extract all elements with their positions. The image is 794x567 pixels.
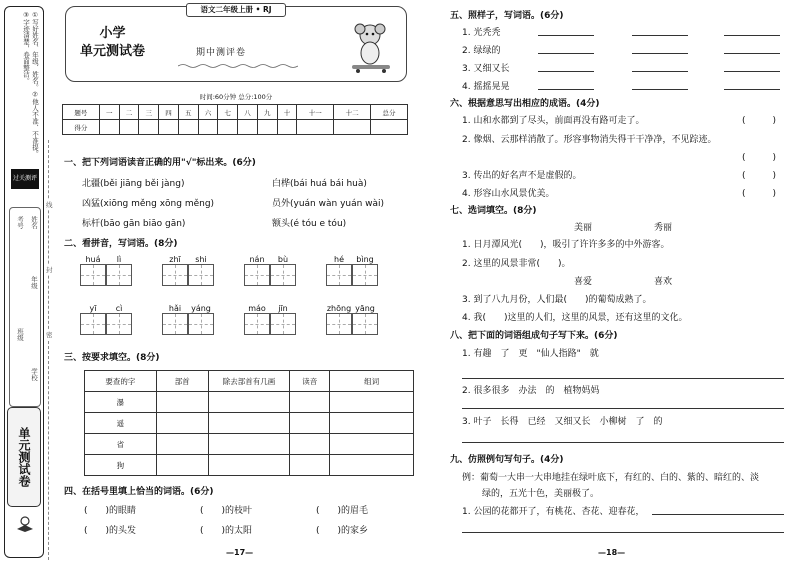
pinyin-syllable: bù — [277, 255, 289, 264]
s9-answer-line[interactable] — [462, 532, 784, 533]
score-header-cell: 四 — [159, 105, 179, 120]
s4-blank[interactable]: ( )的枝叶 — [200, 506, 253, 516]
pinyin-syllable: cì — [115, 304, 123, 313]
s6-item: 1. 山和水都到了尽头，前面再没有路可走了。 — [462, 116, 645, 126]
writing-grid-cell[interactable] — [106, 313, 132, 335]
score-cell[interactable] — [371, 120, 408, 135]
s4-blank[interactable]: ( )的眼睛 — [84, 506, 137, 516]
s6-answer[interactable]: ( ) — [742, 171, 777, 181]
answer-cell[interactable] — [290, 392, 330, 413]
answer-cell[interactable] — [290, 455, 330, 476]
pinyin-syllable: shi — [195, 255, 207, 264]
score-header-cell: 七 — [218, 105, 238, 120]
writing-grid-cell[interactable] — [162, 264, 188, 286]
section9-title: 九、仿照例句写句子。(4分) — [450, 455, 564, 465]
s1-item: 标杆(bāo gān biāo gān) — [82, 219, 186, 229]
time-info: 时间:60分钟 总分:100分 — [199, 93, 273, 101]
writing-grid-cell[interactable] — [80, 313, 106, 335]
pinyin-group — [326, 255, 378, 286]
writing-grid-cell[interactable] — [270, 313, 296, 335]
pinyin-syllable: yāng — [355, 304, 375, 313]
writing-grid-cell[interactable] — [326, 313, 352, 335]
writing-grid-cell[interactable] — [244, 264, 270, 286]
pinyin-syllable: huá — [85, 255, 101, 264]
s6-answer[interactable]: ( ) — [742, 189, 777, 199]
title-line2: 单元测试卷 — [80, 44, 146, 59]
pass-tag: 过关测评 — [11, 169, 39, 189]
s8-item: 3. 叶子 长得 已经 又细又长 小柳树 了 的 — [462, 417, 663, 427]
answer-cell[interactable] — [330, 455, 414, 476]
s9-example: 例：葡萄一大串一大串地挂在绿叶底下，有红的、白的、紫的、暗红的、淡 — [462, 473, 760, 483]
score-header-cell: 五 — [178, 105, 198, 120]
s5-answer-line[interactable] — [632, 71, 688, 72]
score-cell[interactable] — [198, 120, 218, 135]
answer-cell[interactable] — [208, 392, 290, 413]
s5-answer-line[interactable] — [632, 89, 688, 90]
book-logo-icon — [15, 515, 35, 533]
s5-answer-line[interactable] — [724, 53, 780, 54]
score-header-cell: 一 — [99, 105, 119, 120]
s7-item: 2. 这里的风景非常( )。 — [462, 259, 571, 269]
s4-blank[interactable]: ( )的太阳 — [200, 526, 253, 536]
pinyin-group — [80, 304, 132, 335]
writing-grid-cell[interactable] — [352, 264, 378, 286]
answer-cell[interactable] — [330, 413, 414, 434]
pinyin-syllable: yī — [89, 304, 97, 313]
writing-grid-cell[interactable] — [352, 313, 378, 335]
table-header: 部首 — [156, 371, 208, 392]
lookup-char: 狗 — [85, 455, 157, 476]
s5-answer-line[interactable] — [538, 71, 594, 72]
s8-answer-line[interactable] — [462, 378, 784, 379]
score-header-cell: 八 — [238, 105, 258, 120]
pinyin-syllable: hǎi — [168, 304, 182, 313]
score-cell[interactable] — [277, 120, 297, 135]
s1-item: 凶猛(xiōng měng xōng měng) — [82, 199, 215, 209]
score-header-cell: 十二 — [334, 105, 371, 120]
s1-item: 员外(yuán wàn yuán wài) — [272, 199, 385, 209]
instructions: ①写好姓名、年级、姓名。②他人不准、不准提。③字迹清楚，卷面整洁。 — [22, 11, 39, 157]
s8-item: 1. 有趣 了 更 "仙人指路" 就 — [462, 349, 599, 359]
pinyin-syllable: bìng — [356, 255, 374, 264]
s6-item: 4. 形容山水风景优美。 — [462, 189, 555, 199]
s5-item: 2. 绿绿的 — [462, 46, 501, 56]
score-header-cell: 六 — [198, 105, 218, 120]
s5-item: 3. 又细又长 — [462, 64, 510, 74]
writing-grid-cell[interactable] — [326, 264, 352, 286]
table-header: 要查的字 — [85, 371, 157, 392]
pinyin-group — [80, 255, 132, 286]
s5-answer-line[interactable] — [538, 53, 594, 54]
s9-example: 绿的，五光十色，美丽极了。 — [482, 489, 600, 499]
s5-item: 1. 光秃秃 — [462, 28, 501, 38]
pinyin-syllable: nán — [249, 255, 265, 264]
s8-answer-line[interactable] — [462, 442, 784, 443]
answer-cell[interactable] — [208, 434, 290, 455]
s5-answer-line[interactable] — [632, 53, 688, 54]
lookup-char: 瀑 — [85, 392, 157, 413]
s5-answer-line[interactable] — [724, 71, 780, 72]
score-header-cell: 九 — [257, 105, 277, 120]
koala-mascot-icon — [348, 21, 396, 73]
score-header-cell: 总分 — [371, 105, 408, 120]
header-title — [80, 25, 145, 61]
answer-cell[interactable] — [290, 434, 330, 455]
score-header-cell: 二 — [119, 105, 139, 120]
seal-char-line: 线 — [46, 201, 53, 209]
table-header: 除去部首有几画 — [208, 371, 290, 392]
table-row — [85, 392, 414, 413]
s4-blank[interactable]: ( )的眉毛 — [316, 506, 369, 516]
lookup-char: 遥 — [85, 413, 157, 434]
name-label: 姓名 — [30, 216, 38, 229]
s6-answer[interactable]: ( ) — [742, 116, 777, 126]
section2-title: 二、看拼音，写词语。(8分) — [64, 239, 178, 249]
section4-title: 四、在括号里填上恰当的词语。(6分) — [64, 487, 214, 497]
lookup-char: 省 — [85, 434, 157, 455]
answer-cell[interactable] — [208, 413, 290, 434]
wave-decoration-icon — [178, 63, 298, 69]
answer-cell[interactable] — [330, 392, 414, 413]
s6-item: 2. 像烟、云那样消散了。形容事物消失得干干净净，不见踪迹。 — [462, 135, 717, 145]
pinyin-syllable: yáng — [191, 304, 211, 313]
radical-table — [84, 370, 414, 476]
table-header: 组词 — [330, 371, 414, 392]
answer-cell[interactable] — [330, 434, 414, 455]
score-cell[interactable] — [119, 120, 139, 135]
grade-tag: 语文二年级上册 • RJ — [186, 3, 286, 17]
pinyin-syllable: hé — [334, 255, 344, 264]
section6-title: 六、根据意思写出相应的成语。(4分) — [450, 99, 600, 109]
pinyin-syllable: lì — [116, 255, 122, 264]
s5-answer-line[interactable] — [724, 35, 780, 36]
section7-title: 七、选词填空。(8分) — [450, 206, 537, 216]
section1-title: 一、把下列词语读音正确的用"√"标出来。(6分) — [64, 158, 256, 168]
answer-cell[interactable] — [156, 455, 208, 476]
score-header-label: 题号 — [63, 105, 100, 120]
unit-test-title: 单元测试卷 — [7, 407, 41, 507]
s4-blank[interactable]: ( )的家乡 — [316, 526, 369, 536]
page-number-left: —17— — [226, 548, 254, 557]
score-cell[interactable] — [297, 120, 334, 135]
pinyin-group — [244, 255, 296, 286]
table-row — [85, 413, 414, 434]
s1-item: 额头(é tóu e tóu) — [272, 219, 347, 229]
score-cell[interactable] — [257, 120, 277, 135]
seal-char-secret: 密 — [46, 331, 53, 339]
score-cell[interactable] — [159, 120, 179, 135]
score-table — [62, 104, 408, 135]
binding-strip — [4, 6, 44, 558]
score-cell[interactable] — [139, 120, 159, 135]
pinyin-syllable: zhī — [169, 255, 181, 264]
s7-word: 喜爱 — [574, 277, 593, 287]
s8-answer-line[interactable] — [462, 408, 784, 409]
answer-cell[interactable] — [208, 455, 290, 476]
table-row — [85, 434, 414, 455]
title-line1: 小学 — [99, 26, 126, 41]
section5-title: 五、照样子，写词语。(6分) — [450, 11, 564, 21]
s7-word: 美丽 — [574, 223, 593, 233]
score-header-cell: 三 — [139, 105, 159, 120]
pinyin-syllable: zhōng — [326, 304, 352, 313]
page-number-right: —18— — [598, 548, 626, 557]
section3-title: 三、按要求填空。(8分) — [64, 353, 160, 363]
score-cell[interactable] — [334, 120, 371, 135]
score-cell[interactable] — [218, 120, 238, 135]
s4-blank[interactable]: ( )的头发 — [84, 526, 137, 536]
score-header-cell: 十一 — [297, 105, 334, 120]
exam-no-label: 考号 — [16, 216, 24, 229]
section8-title: 八、把下面的词语组成句子写下来。(6分) — [450, 331, 618, 341]
score-cell[interactable] — [178, 120, 198, 135]
s7-word: 喜欢 — [654, 277, 673, 287]
pinyin-group — [326, 304, 378, 335]
answer-cell[interactable] — [290, 413, 330, 434]
score-cell[interactable] — [99, 120, 119, 135]
s1-item: 北疆(běi jiāng běi jàng) — [82, 179, 185, 189]
answer-cell[interactable] — [156, 392, 208, 413]
writing-grid-cell[interactable] — [80, 264, 106, 286]
writing-grid-cell[interactable] — [162, 313, 188, 335]
answer-cell[interactable] — [156, 434, 208, 455]
writing-grid-cell[interactable] — [188, 264, 214, 286]
writing-grid-cell[interactable] — [244, 313, 270, 335]
exam-header — [65, 6, 407, 82]
seal-char-seal: 封 — [46, 266, 53, 274]
class-label: 班级 — [16, 328, 24, 341]
pinyin-syllable: máo — [248, 304, 266, 313]
s5-answer-line[interactable] — [724, 89, 780, 90]
s5-answer-line[interactable] — [538, 35, 594, 36]
score-label: 得分 — [63, 120, 100, 135]
answer-cell[interactable] — [156, 413, 208, 434]
table-header: 读音 — [290, 371, 330, 392]
pinyin-syllable: jīn — [278, 304, 288, 313]
s8-item: 2. 很多很多 办法 的 植物妈妈 — [462, 386, 600, 396]
writing-grid-cell[interactable] — [106, 264, 132, 286]
s9-item: 1. 公园的花都开了，有桃花、杏花、迎春花， — [462, 507, 645, 517]
s1-item: 白桦(bái huá bái huà) — [272, 179, 367, 189]
s7-word: 秀丽 — [654, 223, 673, 233]
pinyin-group — [244, 304, 296, 335]
s5-answer-line[interactable] — [538, 89, 594, 90]
writing-grid-cell[interactable] — [188, 313, 214, 335]
writing-grid-cell[interactable] — [270, 264, 296, 286]
s6-answer[interactable]: ( ) — [742, 153, 777, 163]
s9-answer-line[interactable] — [652, 514, 784, 515]
score-cell[interactable] — [238, 120, 258, 135]
table-row — [85, 455, 414, 476]
s5-answer-line[interactable] — [632, 35, 688, 36]
grade-label: 年级 — [30, 276, 38, 289]
s7-item: 1. 日月潭风光( )，吸引了许许多多的中外游客。 — [462, 240, 670, 250]
school-label: 学校 — [30, 368, 38, 381]
score-header-cell: 十 — [277, 105, 297, 120]
pinyin-group — [162, 255, 214, 286]
s6-item: 3. 传出的好名声不是虚假的。 — [462, 171, 582, 181]
pinyin-group — [162, 304, 214, 335]
s5-item: 4. 摇摇晃晃 — [462, 82, 510, 92]
s7-item: 4. 我( )这里的人们，这里的风景，还有这里的文化。 — [462, 313, 688, 323]
exam-subtitle: 期中测评卷 — [196, 48, 247, 58]
s7-item: 3. 到了八九月份，人们最( )的葡萄成熟了。 — [462, 295, 652, 305]
student-info-box — [9, 207, 41, 407]
